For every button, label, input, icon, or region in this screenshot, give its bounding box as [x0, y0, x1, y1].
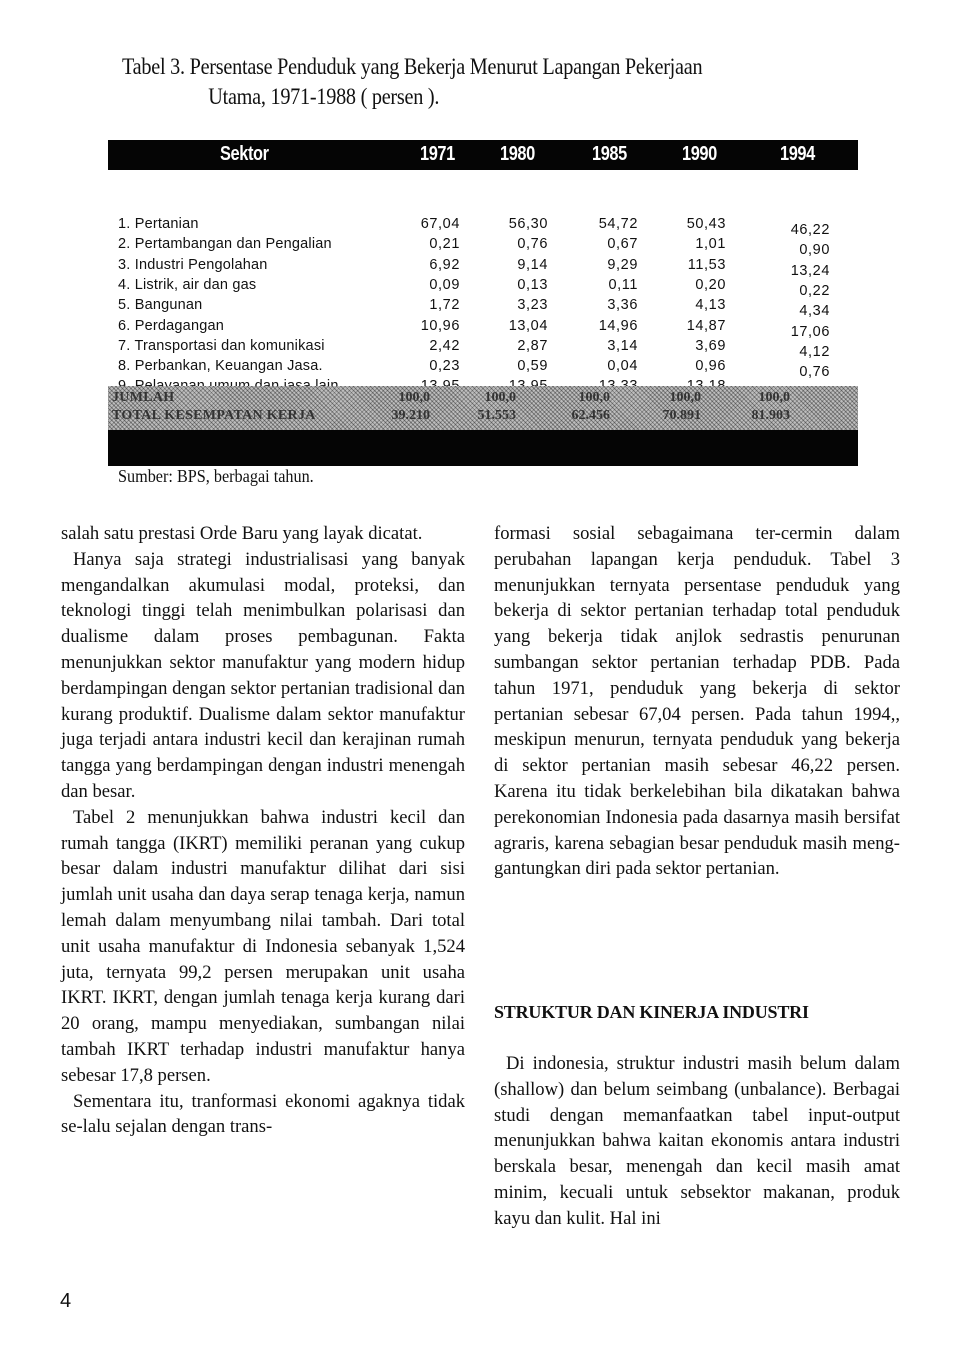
sector-label: 8. Perbankan, Keuangan Jasa. — [118, 358, 323, 375]
cell-value: 50,43 — [686, 216, 726, 232]
cell-value: 4,12 — [799, 343, 830, 360]
total-row — [108, 390, 858, 408]
paragraph: salah satu prestasi Orde Baru yang layak dicatat. — [61, 523, 423, 544]
cell-value: 3,36 — [607, 297, 638, 314]
cell-value: 6,92 — [429, 256, 460, 273]
cell-value: 0,21 — [429, 236, 460, 253]
employment-table — [108, 140, 858, 423]
cell-value: 0,23 — [429, 358, 460, 375]
table-header-row — [108, 140, 858, 170]
cell-value: 2,87 — [517, 337, 548, 354]
cell-value: 3,23 — [517, 297, 548, 314]
cell-value: 0,09 — [429, 276, 460, 293]
header-sektor: Sektor — [220, 143, 269, 165]
sector-label: 4. Listrik, air dan gas — [118, 276, 257, 293]
table-source: Sumber: BPS, berbagai tahun. — [118, 466, 314, 486]
employment-value: 39.210 — [391, 408, 430, 423]
table-caption-line2: Utama, 1971-1988 ( persen ). — [208, 84, 440, 109]
total-value: 100,0 — [398, 390, 430, 405]
cell-value: 3,14 — [607, 337, 638, 354]
cell-value: 0,04 — [607, 358, 638, 375]
cell-value: 3,69 — [695, 337, 726, 354]
table-row — [108, 318, 858, 338]
total-label: JUMLAH — [112, 390, 175, 405]
total-value: 100,0 — [669, 390, 701, 405]
employment-value: 70.891 — [662, 408, 701, 423]
cell-value: 9,29 — [607, 256, 638, 273]
cell-value: 0,76 — [517, 236, 548, 253]
cell-value: 0,59 — [517, 358, 548, 375]
sector-label: 6. Perdagangan — [118, 317, 224, 334]
cell-value: 0,90 — [799, 242, 830, 259]
paragraph: Di indonesia, struktur industri masih belum dalam (shallow) dan belum seimbang (unbalance). Berbagai studi dengan memanfaatkan tabel input-output menunjukkan bahwa kaitan ekonomis antara industri berskala besar, menengah dan kecil masih amat minim, kecuali untuk sebsektor makanan, produk kayu dan kulit. Hal ini — [494, 1053, 900, 1229]
cell-value: 0,22 — [799, 282, 830, 299]
cell-value: 56,30 — [508, 216, 548, 232]
total-value: 100,0 — [578, 390, 610, 405]
cell-value: 11,53 — [687, 256, 726, 273]
total-value: 100,0 — [484, 390, 516, 405]
cell-value: 9,14 — [517, 256, 548, 273]
table-row — [108, 257, 858, 277]
cell-value: 0,20 — [695, 276, 726, 293]
employment-value: 51.553 — [477, 408, 516, 423]
page-number: 4 — [60, 1290, 72, 1312]
table-caption — [122, 52, 791, 112]
paragraph: Sementara itu, tranformasi ekonomi agaknya tidak se-lalu sejalan dengan trans- — [61, 1090, 465, 1138]
table-row — [108, 358, 858, 381]
table-row — [108, 216, 858, 236]
section-heading: STRUKTUR DAN KINERJA INDUSTRI — [494, 1002, 809, 1022]
table-row — [108, 277, 858, 297]
header-1971: 1971 — [420, 143, 455, 165]
cell-value: 0,67 — [607, 236, 638, 253]
header-1980: 1980 — [500, 143, 535, 165]
sector-label: 1. Pertanian — [118, 216, 199, 232]
table-row — [108, 236, 858, 259]
employment-row — [108, 408, 858, 426]
cell-value: 2,42 — [429, 337, 460, 354]
cell-value: 14,87 — [686, 317, 726, 334]
header-1990: 1990 — [682, 143, 717, 165]
cell-value: 54,72 — [598, 216, 638, 232]
paragraph: formasi sosial sebagaimana ter-cermin dalam perubahan lapangan kerja penduduk. Tabel 3 menunjukkan ternyata persentase penduduk yang bekerja di sektor pertanian terhadap total penduduk yang bekerja tidak anjlok sedrastis penurunan sumbangan sektor pertanian terhadap PDB. Pada tahun 1971, penduduk yang bekerja di sektor pertanian sebesar 67,04 persen. Pada tahun 1994,, meskipun menurun, ternyata penduduk yang bekerja di sektor pertanian masih sebesar 46,22 persen. Karena itu tidak berkelebihan bila dikatakan bahwa perekonomian Indonesia pada dasarnya masih bersifat agraris, karena sebagian besar penduduk masih meng-gantungkan diri pada sektor pertanian. — [494, 523, 900, 880]
cell-value: 46,22 — [790, 222, 830, 238]
sector-label: 7. Transportasi dan komunikasi — [118, 337, 325, 354]
table-row — [108, 297, 858, 320]
sector-label: 3. Industri Pengolahan — [118, 256, 268, 273]
cell-value: 13,24 — [790, 262, 830, 279]
sector-label: 5. Bangunan — [118, 297, 203, 314]
right-column — [494, 521, 900, 882]
paragraph: Tabel 2 menunjukkan bahwa industri kecil dan rumah tangga (IKRT) memiliki peranan yang cukup besar dalam industri manufaktur dilihat dari sisi jumlah unit usaha dan daya serap tenaga kerja, namun lemah dalam menyumbang nilai tambah. Dari total unit usaha manufaktur di Indonesia sebanyak 1,524 juta, ternyata 99,2 persen merupakan unit usaha IKRT. IKRT, dengan jumlah tenaga kerja kurang dari 20 orang, mampu menyediakan, sumbangan nilai tambah IKRT terhadap industri manufaktur hanya sebesar 17,8 persen. — [61, 806, 465, 1086]
employment-label: TOTAL KESEMPATAN KERJA — [112, 408, 316, 423]
table-body — [108, 170, 858, 405]
left-column — [61, 521, 465, 1140]
employment-value: 81.903 — [751, 408, 790, 423]
cell-value: 67,04 — [420, 216, 460, 232]
cell-value: 10,96 — [420, 317, 460, 334]
cell-value: 13,04 — [508, 317, 548, 334]
cell-value: 1,72 — [429, 297, 460, 314]
cell-value: 0,11 — [608, 276, 638, 293]
table-caption-line1: Tabel 3. Persentase Penduduk yang Bekerja Menurut Lapangan Pekerjaan — [122, 54, 703, 79]
cell-value: 0,76 — [799, 364, 830, 381]
section-body — [494, 1051, 900, 1232]
header-1994: 1994 — [780, 143, 815, 165]
table-row — [108, 338, 858, 358]
cell-value: 4,13 — [695, 297, 726, 314]
paragraph: Hanya saja strategi industrialisasi yang banyak mengandalkan akumulasi modal, proteksi, dan teknologi tinggi telah menimbulkan polarisasi dan dualisme dalam proses pembagunan. Fakta menunjukkan sektor manufaktur yang modern hidup berdampingan dengan sektor pertanian tradisional dan kurang produktif. Dualisme dalam sektor manufaktur juga terjadi antara industri kecil dan kerajinan rumah tangga yang berdampingan dengan industri menengah dan besar. — [61, 548, 465, 802]
header-1985: 1985 — [592, 143, 627, 165]
cell-value: 4,34 — [799, 303, 830, 320]
employment-value: 62.456 — [571, 408, 610, 423]
cell-value: 1,01 — [695, 236, 726, 253]
table-footer-bar — [108, 430, 858, 466]
table-totals — [108, 386, 858, 430]
cell-value: 0,13 — [517, 276, 548, 293]
cell-value: 14,96 — [598, 317, 638, 334]
cell-value: 0,96 — [695, 358, 726, 375]
cell-value: 17,06 — [790, 323, 830, 340]
total-value: 100,0 — [758, 390, 790, 405]
sector-label: 2. Pertambangan dan Pengalian — [118, 236, 332, 253]
